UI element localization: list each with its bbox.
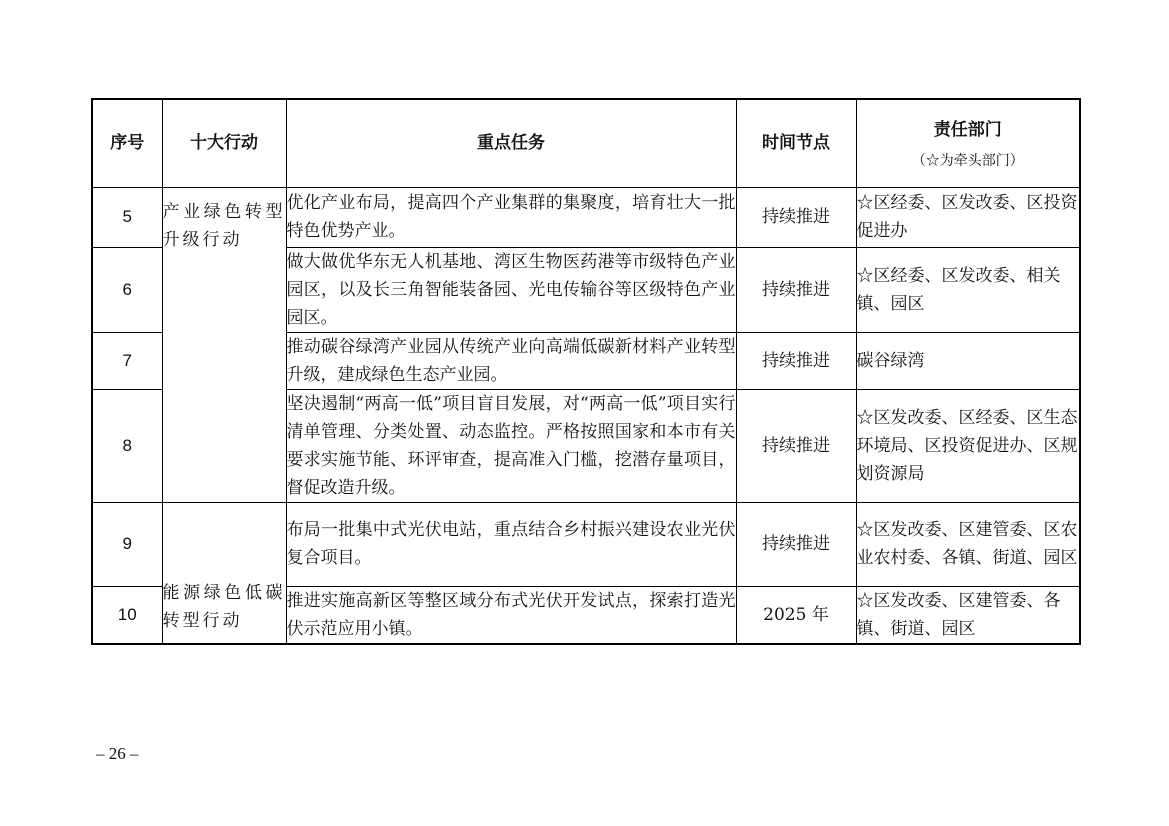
table-row bbox=[92, 187, 1080, 247]
row-time: 2025 年 bbox=[736, 586, 856, 644]
row-index: 9 bbox=[92, 502, 162, 586]
header-time: 时间节点 bbox=[736, 99, 856, 187]
row-time: 持续推进 bbox=[736, 502, 856, 586]
task-table bbox=[91, 98, 1081, 645]
row-index: 8 bbox=[92, 389, 162, 502]
row-dept: 碳谷绿湾 bbox=[856, 332, 1080, 389]
row-time: 持续推进 bbox=[736, 332, 856, 389]
row-index: 10 bbox=[92, 586, 162, 644]
row-index: 5 bbox=[92, 187, 162, 247]
row-dept: ☆区经委、区发改委、相关镇、园区 bbox=[856, 247, 1080, 332]
row-index: 7 bbox=[92, 332, 162, 389]
row-task: 推进实施高新区等整区域分布式光伏开发试点，探索打造光伏示范应用小镇。 bbox=[286, 586, 736, 644]
row-index: 6 bbox=[92, 247, 162, 332]
header-task: 重点任务 bbox=[286, 99, 736, 187]
header-index: 序号 bbox=[92, 99, 162, 187]
page-number: – 26 – bbox=[96, 744, 139, 763]
row-task: 布局一批集中式光伏电站，重点结合乡村振兴建设农业光伏复合项目。 bbox=[286, 502, 736, 586]
row-dept: ☆区发改委、区建管委、各镇、街道、园区 bbox=[856, 586, 1080, 644]
row-task: 做大做优华东无人机基地、湾区生物医药港等市级特色产业园区，以及长三角智能装备园、光电传输谷等区级特色产业园区。 bbox=[286, 247, 736, 332]
row-task: 优化产业布局，提高四个产业集群的集聚度，培育壮大一批特色优势产业。 bbox=[286, 187, 736, 247]
row-task: 推动碳谷绿湾产业园从传统产业向高端低碳新材料产业转型升级，建成绿色生态产业园。 bbox=[286, 332, 736, 389]
row-time: 持续推进 bbox=[736, 187, 856, 247]
row-time: 持续推进 bbox=[736, 247, 856, 332]
action-group: 产业绿色转型升级行动 bbox=[162, 187, 286, 502]
row-dept: ☆区经委、区发改委、区投资促进办 bbox=[856, 187, 1080, 247]
row-task: 坚决遏制“两高一低”项目盲目发展，对“两高一低”项目实行清单管理、分类处置、动态监控。严格按照国家和本市有关要求实施节能、环评审查，提高准入门槛，挖潜存量项目，督促改造升级。 bbox=[286, 389, 736, 502]
action-group: 能源绿色低碳转型行动 bbox=[162, 502, 286, 644]
row-dept: ☆区发改委、区建管委、区农业农村委、各镇、街道、园区 bbox=[856, 502, 1080, 586]
header-dept-note: （☆为牵头部门） bbox=[911, 153, 1024, 170]
header-dept bbox=[856, 99, 1080, 187]
row-time: 持续推进 bbox=[736, 389, 856, 502]
header-dept-label: 责任部门 bbox=[933, 120, 1002, 141]
header-row bbox=[92, 99, 1080, 187]
header-action: 十大行动 bbox=[162, 99, 286, 187]
row-dept: ☆区发改委、区经委、区生态环境局、区投资促进办、区规划资源局 bbox=[856, 389, 1080, 502]
table-row bbox=[92, 502, 1080, 586]
